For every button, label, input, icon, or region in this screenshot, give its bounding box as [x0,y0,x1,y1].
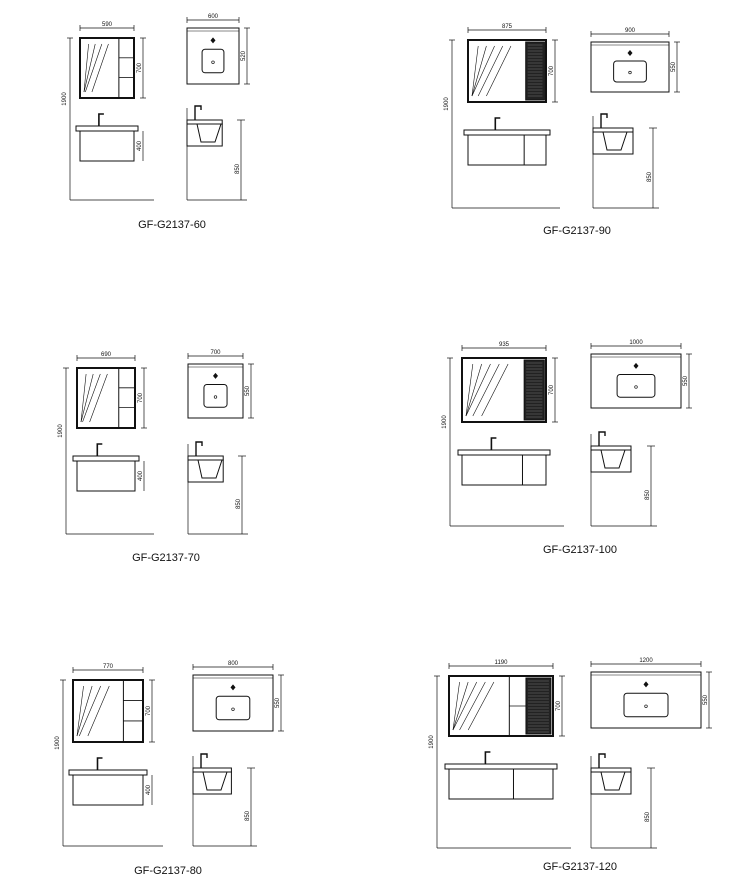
mirror-glare-line [90,374,108,422]
front-elevation [58,352,154,534]
top-width-label: 900 [624,28,636,34]
faucet-icon [485,752,490,764]
mirror-glare-line [453,682,468,730]
faucet-hole-icon [213,373,218,379]
drain-hole [232,708,235,711]
side-basin-profile [601,772,625,790]
model-name-label: GF-G2137-90 [543,225,611,237]
faucet-icon [495,118,500,130]
side-cabinet [593,132,633,154]
side-countertop [591,446,631,450]
cabinet-height-label: 400 [137,140,143,152]
top-width-label: 700 [210,350,221,356]
top-width-label: 800 [227,661,239,667]
mirror-width-label: 935 [498,342,510,348]
front-elevation [55,664,163,846]
vanity-model-5 [55,661,284,877]
vanity-countertop [458,450,550,455]
mirror-glare-line [486,46,511,96]
mirror-glare-line [472,46,486,96]
vanity-model-6 [429,658,712,873]
side-elevation [591,754,657,848]
front-elevation [442,342,564,526]
faucet-hole-icon [634,363,639,369]
mirror-width-label: 1190 [494,660,508,666]
top-width-label: 1000 [629,340,643,346]
countertop-outline [193,675,273,731]
top-width-label: 1200 [639,658,653,664]
mirror-glare-line [473,364,499,416]
mount-height-label: 850 [245,810,251,822]
storage-panel [526,42,545,100]
mirror-glare-line [468,682,494,730]
vanity-model-1 [62,14,250,231]
overall-height-label: 1900 [442,415,448,429]
overall-height-label: 1900 [58,424,64,438]
drain-hole [635,386,638,389]
countertop-outline [188,364,243,418]
faucet-hole-icon [628,50,633,56]
vanity-cabinet-body [73,775,143,805]
side-elevation [593,114,659,208]
mirror-glass [466,364,508,416]
overall-height-label: 1900 [444,97,450,111]
overall-height-label: 1900 [62,92,68,106]
top-depth-label: 550 [245,385,251,397]
vanity-countertop [73,456,139,461]
faucet-icon [196,442,202,456]
vanity-cabinet-body [449,769,553,799]
vanity-model-2 [444,24,680,237]
mirror-glass [81,374,107,422]
mount-height-label: 850 [236,498,242,510]
side-elevation [193,754,257,846]
mirror-height-label: 700 [138,392,144,404]
drain-hole [645,705,648,708]
faucet-icon [491,438,496,450]
model-name-label: GF-G2137-60 [138,219,206,231]
mirror-glass [84,44,108,92]
mirror-glare-line [460,682,486,730]
faucet-icon [97,444,102,456]
top-depth-label: 550 [683,375,689,387]
side-cabinet [591,772,631,794]
faucet-icon [201,754,207,768]
front-elevation [444,24,560,208]
vanity-cabinet-body [462,455,546,485]
overall-height-label: 1900 [55,736,61,750]
mirror-glass [472,46,511,96]
faucet-hole-icon [231,684,236,690]
mirror-glare-line [478,46,503,96]
vanity-countertop [69,770,147,775]
mirror-glass [453,682,494,730]
basin-top-view [187,14,250,84]
vanity-model-3 [58,350,254,564]
mount-height-label: 850 [645,489,651,501]
mirror-glare-line [92,44,109,92]
mirror-height-label: 700 [146,705,152,717]
top-depth-label: 550 [671,61,677,73]
basin-top-view [188,350,254,418]
mirror-width-label: 770 [102,664,114,670]
mount-height-label: 850 [647,171,653,183]
cabinet-height-label: 400 [138,470,144,482]
countertop-outline [591,42,669,92]
vanity-model-4 [442,340,692,556]
basin-top-view [591,658,712,728]
top-width-label: 600 [207,14,219,20]
side-basin-profile [198,460,222,478]
side-countertop [188,456,223,460]
model-name-label: GF-G2137-70 [132,552,200,564]
mirror-height-label: 700 [549,65,555,77]
vanity-countertop [76,126,138,131]
vanity-cabinet-body [468,135,546,165]
top-depth-label: 550 [703,694,709,706]
basin-top-view [193,661,284,731]
side-basin-profile [603,132,627,150]
countertop-outline [187,28,239,84]
top-depth-label: 550 [275,697,281,709]
mirror-width-label: 875 [501,24,513,30]
side-cabinet [591,450,631,472]
front-elevation [429,660,571,848]
mount-height-label: 850 [235,163,241,175]
faucet-hole-icon [644,681,649,687]
mirror-side-panel [524,360,544,420]
side-countertop [591,768,631,772]
drain-hole [212,61,215,64]
front-elevation [62,22,154,200]
side-elevation [591,432,657,526]
side-countertop [593,128,633,132]
vanity-countertop [445,764,557,769]
faucet-hole-icon [211,37,216,43]
drain-hole [214,396,217,399]
vanity-cabinet-body [80,131,134,161]
top-depth-label: 520 [241,50,247,62]
mirror-width-label: 690 [100,352,112,358]
mirror-glare-line [88,686,109,736]
overall-height-label: 1900 [429,735,435,749]
basin-top-view [591,28,680,92]
mirror-glare-line [482,364,508,416]
faucet-icon [599,754,605,768]
faucet-icon [98,758,103,770]
side-basin-profile [197,124,221,142]
faucet-icon [599,432,605,446]
mirror-height-label: 700 [137,62,143,74]
model-name-label: GF-G2137-120 [543,861,617,873]
mount-height-label: 850 [645,811,651,823]
mirror-height-label: 700 [549,384,555,396]
model-name-label: GF-G2137-100 [543,544,617,556]
side-basin-profile [203,772,227,790]
faucet-icon [195,106,201,120]
vanity-cabinet-body [77,461,135,491]
drain-hole [629,71,632,74]
countertop-outline [591,354,681,408]
countertop-outline [591,672,701,728]
mirror-side-panel [526,42,545,100]
mirror-glare-line [466,364,482,416]
side-elevation [188,442,248,534]
basin-top-view [591,340,692,408]
side-basin-profile [601,450,625,468]
storage-panel [526,678,551,734]
faucet-icon [99,114,104,126]
vanity-countertop [464,130,550,135]
mirror-glass [77,686,109,736]
cabinet-height-label: 400 [146,784,152,796]
side-countertop [187,120,222,124]
mirror-height-label: 700 [556,700,562,712]
model-name-label: GF-G2137-80 [134,865,202,877]
mirror-side-panel [526,678,551,734]
side-countertop [193,768,231,772]
faucet-icon [601,114,607,128]
mirror-width-label: 590 [101,22,113,28]
side-elevation [187,106,247,200]
